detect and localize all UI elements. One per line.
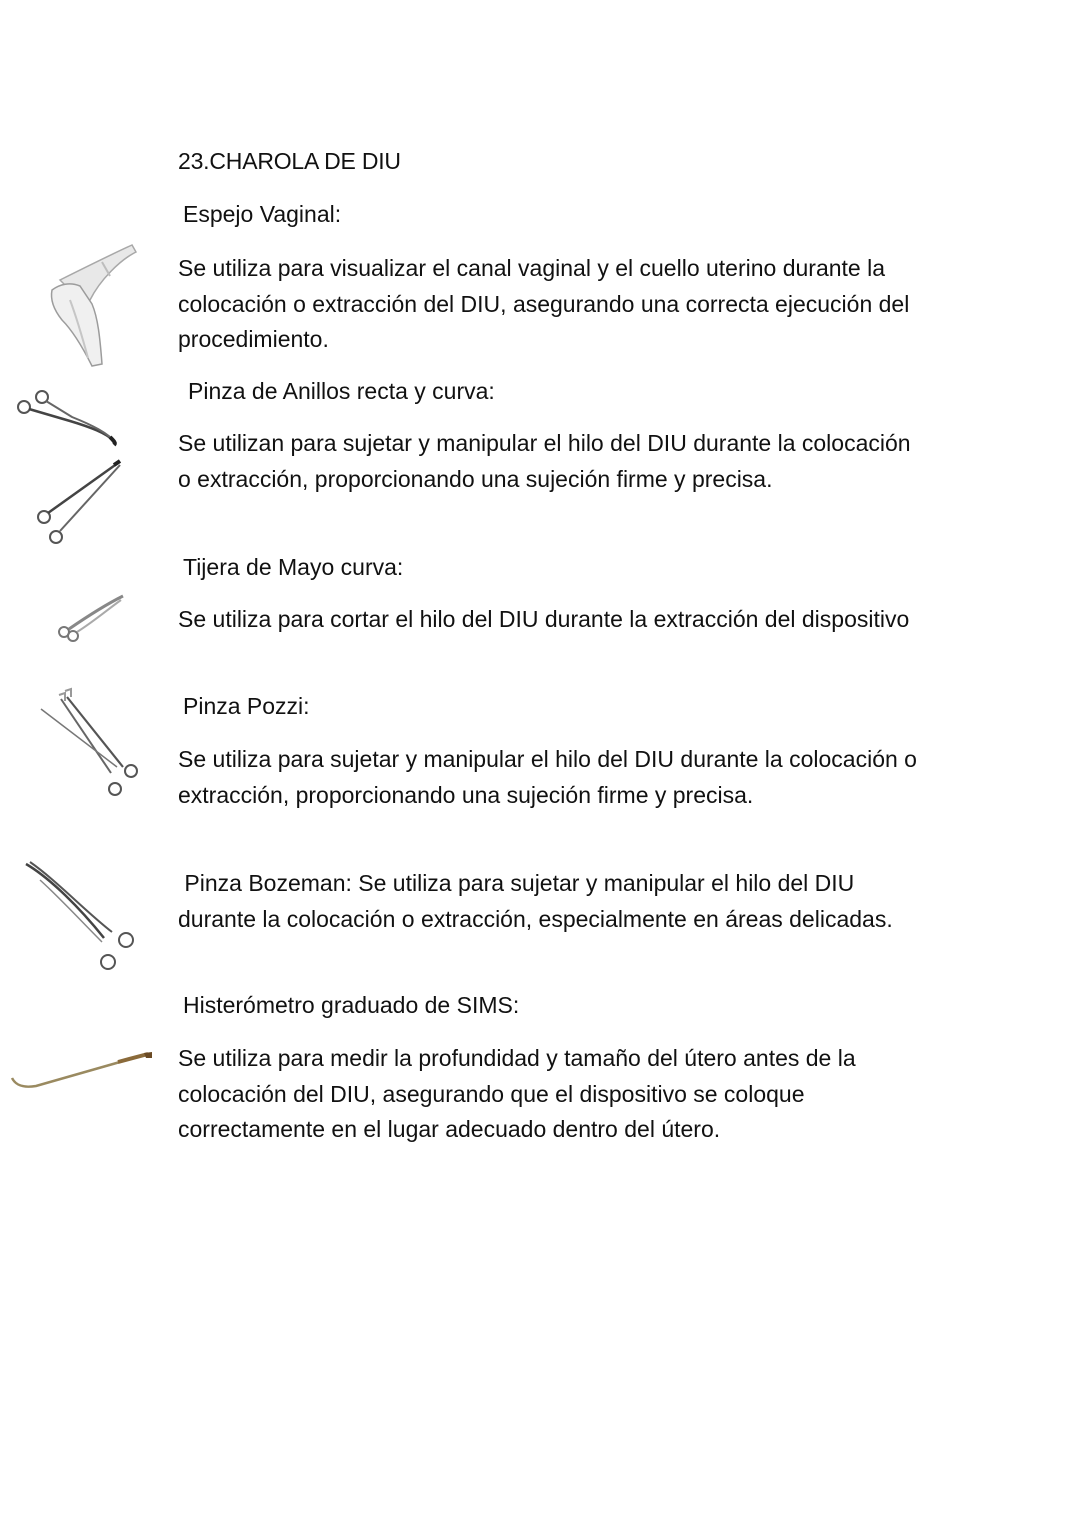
vaginal-speculum-icon xyxy=(40,240,140,370)
section-description-tijera-mayo: Se utiliza para cortar el hilo del DIU durante la extracción del dispositivo xyxy=(178,606,910,632)
section-heading-espejo-vaginal: Espejo Vaginal: xyxy=(183,201,342,227)
sims-hysterometer-icon xyxy=(10,1048,155,1093)
section-description-espejo-vaginal: Se utiliza para visualizar el canal vaginal y el cuello uterino durante la colocación o extracción del DIU, asegurando una correcta ejecución del procedimiento. xyxy=(178,255,910,352)
ring-forceps-icon xyxy=(10,385,130,550)
section-description-histerometro: Se utiliza para medir la profundidad y tamaño del útero antes de la colocación del DIU, asegurando que el dispositivo se coloque correctamente en el lugar adecuado dentro del útero. xyxy=(178,1045,856,1142)
section-bozeman xyxy=(178,866,918,937)
section-description-pinza-anillos: Se utilizan para sujetar y manipular el hilo del DIU durante la colocación o extracción, proporcionando una sujeción firme y precisa. xyxy=(178,430,911,492)
page-title: 23.CHAROLA DE DIU xyxy=(178,148,401,174)
mayo-scissors-icon xyxy=(55,592,130,644)
section-heading-histerometro: Histerómetro graduado de SIMS: xyxy=(183,992,520,1018)
bozeman-forceps-icon xyxy=(20,858,140,976)
section-heading-tijera-mayo: Tijera de Mayo curva: xyxy=(183,554,404,580)
section-heading-pinza-bozeman: Pinza Bozeman: xyxy=(184,870,352,896)
section-description-pinza-pozzi: Se utiliza para sujetar y manipular el hilo del DIU durante la colocación o extracción, proporcionando una sujeción firme y precisa. xyxy=(178,746,917,808)
pozzi-forceps-icon xyxy=(35,685,145,800)
section-heading-pinza-anillos: Pinza de Anillos recta y curva: xyxy=(188,378,495,404)
section-heading-pinza-pozzi: Pinza Pozzi: xyxy=(183,693,310,719)
section-description-pinza-bozeman: Se utiliza para sujetar y manipular el hilo del DIU durante la colocación o extracción, especialmente en áreas delicadas. xyxy=(178,870,893,932)
